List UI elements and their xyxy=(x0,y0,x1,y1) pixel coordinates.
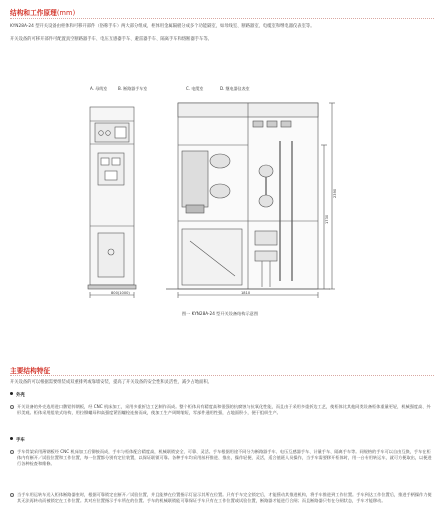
section1-title xyxy=(10,7,75,17)
label-breaker-room: B. 断路器手车室 xyxy=(118,86,148,91)
group2-item-1-text: 手车骨架采用薄钢板经 CNC 机床加工后铆接而成，手车与柜体配合精度高，机械联锁安全、可靠、灵活。手车根据用途不同分为断路器手车、电压互感器手车、计量手车、隔离手车等。同规格的手车可以自由互换，手车在柜体内有断开／试验位置和工作位置，每一位置都分别有定位装置，以保证联锁可靠。各种手车均采用丝杆推进、推出，操作轻便、灵活，适合值班人员操作，当手车需要移开柜体时，用一台专用转运车，就可方便取出，以便进行各种检查和维修。 xyxy=(17,449,432,467)
circle-bullet-icon xyxy=(10,493,14,497)
bullet-dot-icon xyxy=(10,392,13,395)
group1-item-1-text: 开关设备的外壳选用进口敷铝锌钢板，经 CNC 机床加工，采用多重折边工艺制作而成。整个柜体具有精度高和很强的抗腐蚀与抗氧化性能，而且由于采用多重折边工艺，使柜体比其他同类设备柜体重量更轻，机械强度高、外形美观。柜体采用组装式结构，用拉铆螺母和高强度紧固螺栓连接而成，使加工生产周期缩短，零部件通用性强，占地面积小，便于组织生产。 xyxy=(17,404,431,416)
diagram-caption: 图一 KYN28A-24 型开关设备结构示意图 xyxy=(181,311,259,316)
section1-title-text: 结构和工作原理 xyxy=(10,9,57,17)
section2-intro: 开关设备的可以根据需要组装成双重排列或靠墙安装，提高了开关设备的安全性和灵活性，减少占地面积。 xyxy=(10,380,212,385)
group2-head-text: 手车 xyxy=(16,438,25,443)
section1-rule xyxy=(10,18,434,19)
group2-item-2 xyxy=(10,492,434,504)
label-relay-room: D. 继电器仪表室 xyxy=(220,86,250,91)
bullet-dot-icon xyxy=(10,437,13,440)
group2-head xyxy=(10,437,25,443)
group1-head-text: 外壳 xyxy=(16,393,25,398)
group2-item-2-text: 当手车用运转车送入柜体断路器室时，根据可靠锁定在断开／试验位置，并且能够在位置指示灯显示其所在位置。只有手车完全锁定后，才能摇动其推进机构，将手车推进到工作位置。手车到达工作位置后，推进手柄操作力使其无法再转动而被锁定在工作位置。其对应位置指示手车所在的位置。手车的机械联锁能可靠保证手车只有在工作位置或试验位置，断路器才能进行合闸；而且断路器只有在分闸状态，手车才能移动。 xyxy=(17,492,432,504)
dim-depth: 1810 xyxy=(241,291,251,295)
group1-head xyxy=(10,392,25,398)
circle-bullet-icon xyxy=(10,405,14,409)
switchgear-diagram xyxy=(70,81,360,313)
circle-bullet-icon xyxy=(10,450,14,454)
dim-height-inner: 1730 xyxy=(325,214,329,224)
section1-para1: KYN28A-24 型开关设备由柜体和可移开部件（俗称手车）两大部分组成，柜体用金属隔板分成多个功能隔室，如母线室、断路器室、电缆室和继电器仪表室等。 xyxy=(10,24,315,29)
section2-title: 主要结构特征 xyxy=(10,367,51,375)
dim-height-total: 2390 xyxy=(333,188,337,198)
group1-item-1 xyxy=(10,404,434,416)
section2-rule xyxy=(10,375,434,376)
section1-para2: 开关设备的可移开部件可配置真空断路器手车、电压互感器手车、避雷器手车、隔离手车和熔断器手车等。 xyxy=(10,37,212,42)
section1-title-unit: (mm) xyxy=(56,9,76,17)
label-busbar-room: A. 母线室 xyxy=(90,86,108,91)
group2-item-1 xyxy=(10,449,434,468)
breaker-truck xyxy=(182,151,208,207)
dim-front-width: 800(1000) xyxy=(111,291,130,295)
diagram-svg xyxy=(70,81,360,313)
label-cable-room: C. 电缆室 xyxy=(186,86,204,91)
